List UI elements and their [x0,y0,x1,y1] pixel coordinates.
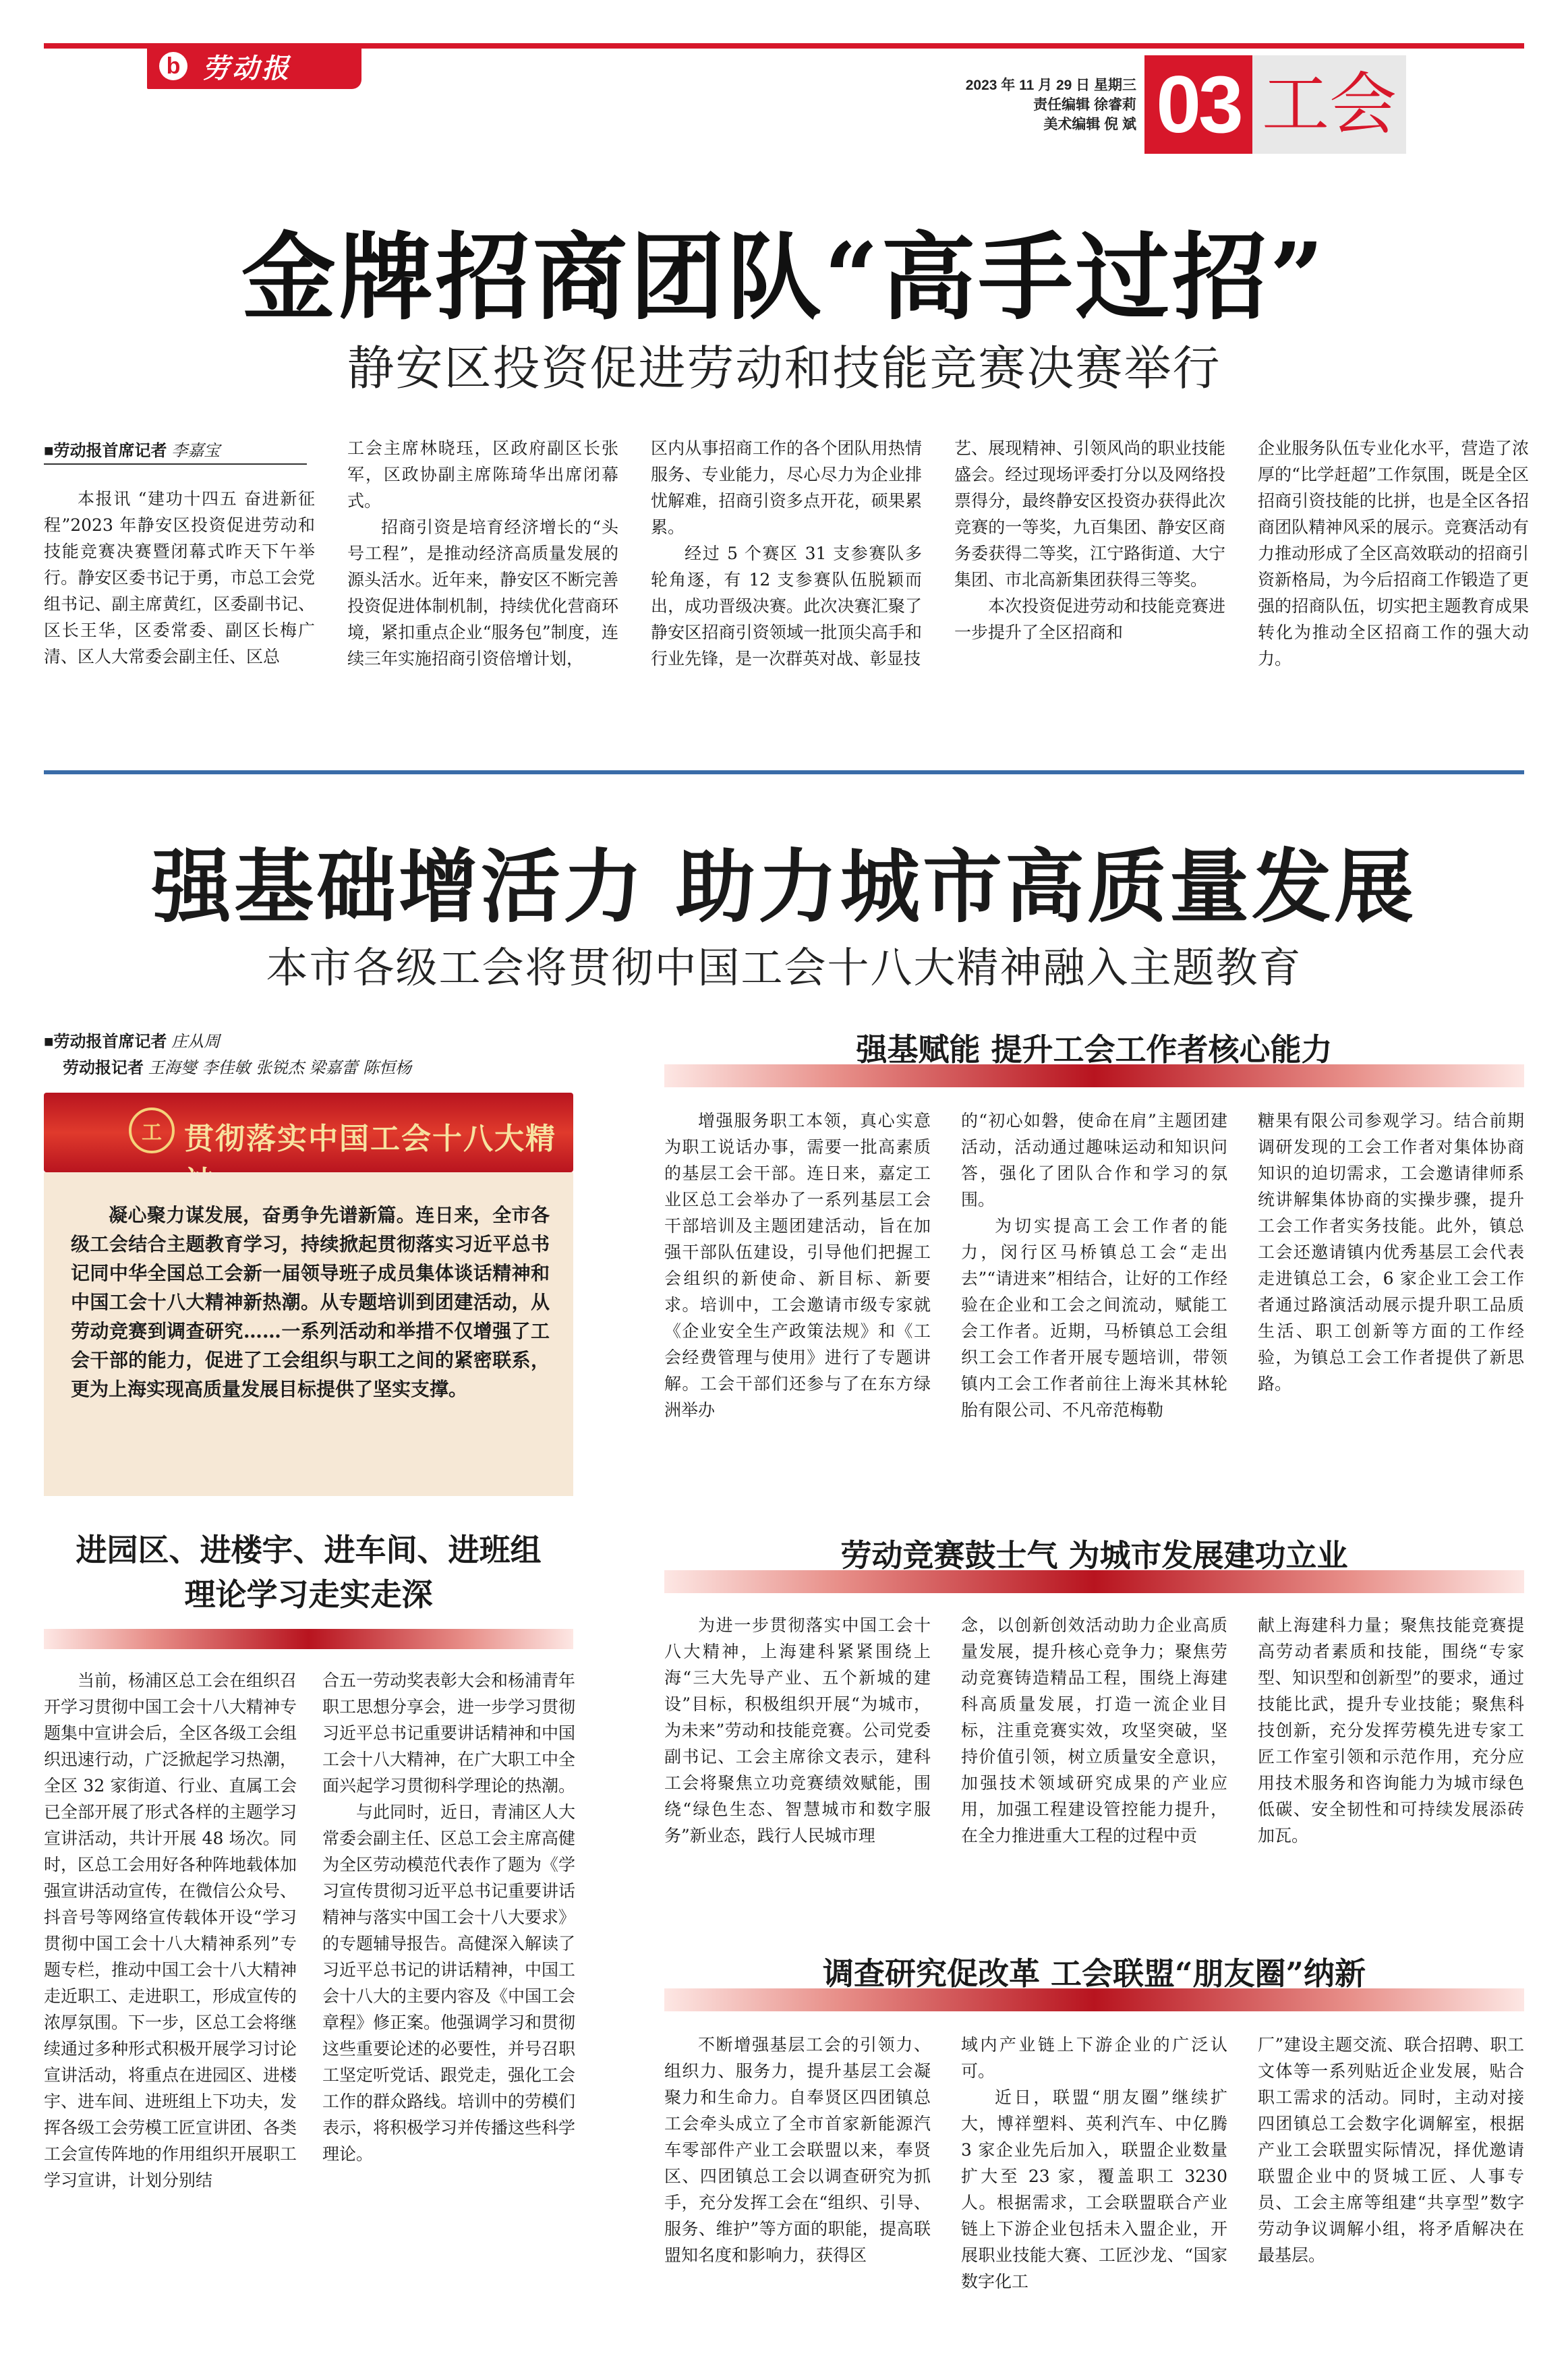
paragraph: 本报讯 “建功十四五 奋进新征程”2023 年静安区投资促进劳动和技能竞赛决赛暨闭幕式昨天下午举行。静安区委书记于勇，市总工会党组书记、副主席黄红，区委副书记、区长王华，区委常委、副区长梅广清、区人大常委会副主任、区总 [44,489,315,666]
section2-heading [44,1528,573,1617]
paragraph: 当前，杨浦区总工会在组织召开学习贯彻中国工会十八大精神专题集中宣讲会后，全区各级工会组织迅速行动，广泛掀起学习热潮，全区 32 家街道、行业、直属工会已全部开展了形式各样的主题学习宣讲活动，共计开展 48 场次。同时，区总工会用好各种阵地载体加强宣讲活动宣传，在微信公众号、抖音号等网络宣传载体开设“学习贯彻中国工会十八大精神系列”专题专栏，推动中国工会十八大精神走近职工、走进职工，形成宣传的浓厚氛围。下一步，区总工会将继续通过多种形式积极开展学习讨论宣讲活动，将重点在进园区、进楼宇、进车间、进班组上下功夫，发挥各级工会劳模工匠宣讲团、各类工会宣传阵地的作用组织开展职工学习宣讲，计划分别结 [44,1671,297,2190]
s4-col2 [961,2032,1227,2295]
heading-decor-bar [44,1629,573,1649]
paragraph: 经过 5 个赛区 31 支参赛队多轮角逐，有 12 支参赛队伍脱颖而出，成功晋级决赛。此次决赛汇聚了静安区招商引资领域一批顶尖高手和行业先锋，是一次群英对战、彰显技 [651,544,922,668]
s1-col3 [1258,1108,1524,1397]
paragraph: 合五一劳动奖表彰大会和杨浦青年职工思想分享会，进一步学习贯彻习近平总书记重要讲话精神和中国工会十八大精神，在广大职工中全面兴起学习贯彻科学理论的热潮。 [322,1671,576,1795]
s1-col2 [961,1108,1227,1423]
article2-byline [44,1029,583,1081]
byline-name: 王海燮 李佳敏 张锐杰 梁嘉蕾 陈恒杨 [148,1058,412,1077]
logo-icon: b [159,52,187,80]
section2-title-line1: 进园区、进楼宇、进车间、进班组 [76,1532,542,1568]
paragraph: 献上海建科力量；聚焦技能竞赛提高劳动者素质和技能，围绕“专家型、知识型和创新型”的要求，通过技能比武，提升专业技能；聚焦科技创新，充分发挥劳模先进专家工匠工作室引领和示范作用，充分应用技术服务和咨询能力为城市绿色低碳、安全韧性和可持续发展添砖加瓦。 [1258,1615,1524,1845]
union-emblem-icon: 工 [129,1108,175,1153]
section-name: 工会 [1252,55,1406,154]
intro-box [44,1172,573,1496]
responsible-editor: 责任编辑 徐睿莉 [1033,97,1136,113]
paragraph: 增强服务职工本领，真心实意为职工说话办事，需要一批高素质的基层工会干部。连日来，嘉定工业区总工会举办了一系列基层工会干部培训及主题团建活动，旨在加强干部队伍建设，引导他们把握工会组织的新使命、新目标、新要求。培训中，工会邀请市级专家就《企业安全生产政策法规》和《工会经费管理与使用》进行了专题讲解。工会干部们还参与了在东方绿洲举办 [664,1111,931,1420]
article1-col5 [1258,435,1529,672]
section4-title: 调查研究促改革 工会联盟“朋友圈”纳新 [823,1955,1366,1992]
paragraph: 与此同时，近日，青浦区人大常委会副主任、区总工会主席高健为全区劳动模范代表作了题为《学习宣传贯彻习近平总书记重要讲话精神与落实中国工会十八大要求》的专题辅导报告。高健深入解读了习近平总书记的讲话精神，中国工会十八大的主要内容及《中国工会章程》修正案。他强调学习和贯彻这些重要论述的必要性，并号召职工坚定听党话、跟党走，强化工会工作的群众路线。培训中的劳模们表示，将积极学习并传播这些科学理论。 [322,1802,576,2164]
paragraph: 艺、展现精神、引领风尚的职业技能盛会。经过现场评委打分以及网络投票得分，最终静安区投资办获得此次竞赛的一等奖，九百集团、静安区商务委获得二等奖，江宁路街道、大宁集团、市北高新集团获得三等奖。 [954,438,1225,590]
paragraph: 糖果有限公司参观学习。结合前期调研发现的工会工作者对集体协商知识的迫切需求，工会邀请律师系统讲解集体协商的实操步骤，提升工会工作者实务技能。此外，镇总工会还邀请镇内优秀基层工会代表走进镇总工会，6 家企业工会工作者通过路演活动展示提升职工品质生活、职工创新等方面的工作经验，为镇总工会工作者提供了新思路。 [1258,1111,1524,1394]
article1-col4 [954,435,1225,645]
paragraph: 区内从事招商工作的各个团队用热情服务、专业能力，尽心尽力为企业排忧解难，招商引资多点开花，硕果累累。 [651,438,922,537]
section1-title: 强基赋能 提升工会工作者核心能力 [856,1031,1333,1068]
section4-heading [664,1949,1524,2003]
art-editor: 美术编辑 倪 斌 [1043,117,1136,132]
paragraph: 为进一步贯彻落实中国工会十八大精神，上海建科紧紧围绕上海“三大先导产业、五个新城的建设”目标，积极组织开展“为城市，为未来”劳动和技能竞赛。公司党委副书记、工会主席徐文表示，建科工会将聚焦立功竞赛绩效赋能，围绕“绿色生态、智慧城市和数字服务”新业态，践行人民城市理 [664,1615,931,1845]
byline-name: 庄从周 [171,1032,221,1051]
s3-col3 [1258,1612,1524,1849]
byline-role: ■劳动报首席记者 [44,442,167,460]
newspaper-logo [147,43,361,89]
article1-byline [44,437,307,465]
paragraph: 域内产业链上下游企业的广泛认可。 [961,2035,1227,2081]
s2-col1 [44,1667,297,2193]
paragraph: 近日，联盟“朋友圈”继续扩大，博祥塑料、英利汽车、中亿腾 3 家企业先后加入，联盟企业数量扩大至 23 家，覆盖职工 3230 人。根据需求，工会联盟联合产业链上下游企业包括未入盟企业，开展职业技能大赛、工匠沙龙、“国家数字化工 [961,2088,1227,2291]
section3-title: 劳动竞赛鼓士气 为城市发展建功立业 [840,1537,1348,1574]
article2-subheadline: 本市各级工会将贯彻中国工会十八大精神融入主题教育 [266,943,1302,992]
banner-text: 贯彻落实中国工会十八大精 [184,1122,556,1156]
issue-date: 2023 年 11 月 29 日 星期三 [965,78,1136,93]
byline-role: 劳动报记者 [63,1059,144,1077]
page-number: 03 [1144,55,1252,154]
paragraph: 本次投资促进劳动和技能竞赛进一步提升了全区招商和 [954,596,1225,642]
s2-col2 [322,1667,575,2167]
paragraph: 的“初心如磐，使命在肩”主题团建活动，活动通过趣味运动和知识问答，强化了团队合作和学习的氛围。 [961,1111,1227,1209]
s4-col3 [1258,2032,1524,2268]
paragraph: 企业服务队伍专业化水平，营造了浓厚的“比学赶超”工作氛围，既是全区招商引资技能的比拼，也是全区各招商团队精神风采的展示。竞赛活动有力推动形成了全区高效联动的招商引资新格局，为今后招商工作锻造了更强的招商队伍，切实把主题教育成果转化为推动全区招商工作的强大动力。 [1258,438,1529,668]
s3-col1 [664,1612,931,1849]
article1-col2 [347,435,618,672]
byline-role: ■劳动报首席记者 [44,1033,167,1051]
article1-headline: 金牌招商团队“高手过招” [241,223,1327,333]
paragraph: 招商引资是培育经济增长的“头号工程”，是推动经济高质量发展的源头活水。近年来，静安区不断完善投资促进体制机制，持续优化营商环境，紧扣重点企业“服务包”制度，连续三年实施招商引资倍增计划， [347,517,618,668]
issue-meta [934,76,1136,134]
article2-headline: 强基础增活力 助力城市高质量发展 [151,840,1417,933]
section-divider [44,770,1524,774]
article1-col3 [651,435,922,672]
article1-subheadline: 静安区投资促进劳动和技能竞赛决赛举行 [347,341,1221,396]
theme-banner [44,1093,573,1172]
logo-text: 劳动报 [202,52,291,84]
intro-text: 凝心聚力谋发展，奋勇争先谱新篇。连日来，全市各级工会结合主题教育学习，持续掀起贯彻落实习近平总书记同中华全国总工会新一届领导班子成员集体谈话精神和中国工会十八大精神新热潮。从专题培训到团建活动，从劳动竞赛到调查研究……一系列活动和举措不仅增强了工会干部的能力，促进了工会组织与职工之间的紧密联系，更为上海实现高质量发展目标提供了坚实支撑。 [71,1204,550,1400]
section1-heading [664,1025,1524,1079]
byline-name: 李嘉宝 [171,441,221,460]
section3-heading [664,1531,1524,1585]
paragraph: 工会主席林晓珏，区政府副区长张军，区政协副主席陈琦华出席闭幕式。 [347,438,618,511]
article1-col1 [44,486,315,670]
s1-col1 [664,1108,931,1423]
s4-col1 [664,2032,931,2268]
paragraph: 不断增强基层工会的引领力、组织力、服务力，提升基层工会凝聚力和生命力。自奉贤区四团镇总工会牵头成立了全市首家新能源汽车零部件产业工会联盟以来，奉贤区、四团镇总工会以调查研究为抓手，充分发挥工会在“组织、引导、服务、维护”等方面的职能，提高联盟知名度和影响力，获得区 [664,2035,931,2265]
paragraph: 念，以创新创效活动助力企业高质量发展，提升核心竞争力；聚焦劳动竞赛铸造精品工程，围绕上海建科高质量发展，打造一流企业目标，注重竞赛实效，攻坚突破，坚持价值引领，树立质量安全意识，加强技术领域研究成果的产业应用，加强工程建设管控能力提升，在全力推进重大工程的过程中贡 [961,1615,1227,1845]
paragraph: 为切实提高工会工作者的能力，闵行区马桥镇总工会“走出去”“请进来”相结合，让好的工作经验在企业和工会之间流动，赋能工会工作者。近期，马桥镇总工会组织工会工作者开展专题培训，带领镇内工会工作者前往上海米其林轮胎有限公司、不凡帝范梅勒 [961,1216,1227,1420]
section2-title-line2: 理论学习走实走深 [184,1576,433,1613]
paragraph: 厂”建设主题交流、联合招聘、职工文体等一系列贴近企业发展，贴合职工需求的活动。同时，主动对接四团镇总工会数字化调解室，根据产业工会联盟实际情况，择优邀请联盟企业中的贤城工匠、人事专员、工会主席等组建“共享型”数字劳动争议调解小组，将矛盾解决在最基层。 [1258,2035,1524,2265]
s3-col2 [961,1612,1227,1849]
